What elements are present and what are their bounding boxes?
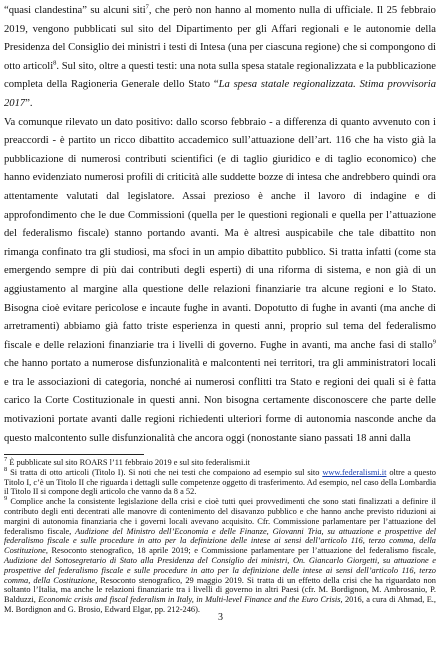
paragraph-2-text-a: Va comunque rilevato un dato positivo: dallo scorso febbraio - a differenza di quanto avvenuto con i preaccordi - è partito un ricco dibattito accademico sull’attuazione dell’art. 116 che ha visto già la pubblicazione di numerosi contributi scientifici (e di taglio giuridico e di taglio economico) che hanno evidenziato numerosi profili di criticità alle suddette bozze di intesa che andrebbero quindi ora attentamente valutati dal legislatore. Assai prezioso è anche il lavoro di indagine e di approfondimento che le due Commissioni (quella per le questioni regionali e quella per l’attuazione del federalismo fiscale) stanno portando avanti. Ma è altresì auspicabile che tale dibattito non rimanga confinato tra gli studiosi, ma sfoci in un ampio dibattito pubblico. Si tratta infatti (come sta emergendo sempre di più dai contributi degli esperti) di una riforma di sistema, e non già di un aggiustamento al margine alla questione delle relazioni finanziarie tra alcune regioni e lo Stato. Bisogna cioè evitare pericolose e incaute fughe in avanti. Dopotutto di fughe in avanti (ma anche di arretramenti) abbiamo già fatto triste esperienza in questi anni, proprio sul tema del federalismo fiscale e delle relazioni finanziarie tra i livelli di governo. Fughe in avanti, ma anche fasi di stallo (4, 116, 436, 351)
footnote-9-hearing-2: Audizione del Sottosegretario di Stato alla Presidenza del Consiglio dei ministri, On. Giancarlo Giorgetti, su attuazione e prospettive del federalismo fiscale e sulle procedure in atto per la definizione delle intese ai sensi dell’articolo 116, terzo comma, della Costituzione (4, 555, 436, 585)
federalismi-link[interactable]: www.federalismi.it (322, 467, 387, 477)
footnotes (4, 458, 436, 615)
paragraph-2-text-b: che hanno portato a numerose disfunzionalità e malcontenti nei territori, tra gli amministratori locali e tra le associazioni di categoria, nonché ai numerosi conflitti tra Stato e regioni dei quali si è fatta carico la Corte Costituzionale in questi anni. Non bisogna certamente disconoscere che parte delle motivazioni portate avanti dalle regioni richiedenti ulteriori forme di autonomia nasconde anche da questo malcontento sulle disfunzionalità che ancora oggi (nonostante siano passati 18 anni dalla (4, 358, 436, 444)
footnote-7-text: È pubblicate sul sito ROARS l’11 febbraio 2019 e sul sito federalismi.it (7, 458, 251, 467)
footnote-8-number: 8 (4, 466, 8, 473)
footnote-separator (4, 454, 144, 455)
paragraph-1 (4, 2, 436, 114)
footnote-7 (4, 458, 436, 468)
footnote-9-text-c: , Resoconto stenografico, 29 maggio 2019. Si tratta di un effetto della crisi che ha riguardato non soltanto l’Italia, ma anche le relazioni finanziarie tra i livelli di governo in altri Paesi (cfr. M. Bordignon, M. Ambrosanio, P. Balduzzi, (4, 575, 436, 605)
footnote-8 (4, 468, 436, 497)
footnote-7-number: 7 (4, 456, 8, 464)
footnote-ref-7[interactable]: 7 (145, 3, 149, 11)
footnote-9-number: 9 (4, 495, 8, 503)
paragraph-1-text-a: “quasi clandestina” su alcuni siti (4, 5, 146, 16)
paragraph-1-text-c: . Sul sito, oltre a questi testi: una nota sulla spesa statale regionalizzata e la pubblicazione completa della Ragioneria Generale dello Stato “ (4, 60, 436, 91)
footnote-ref-8[interactable]: 8 (53, 59, 57, 67)
footnote-ref-9[interactable]: 9 (432, 338, 436, 346)
report-title: La spesa statale regionalizzata. Stima provvisoria 2017 (4, 79, 437, 109)
paragraph-1-text-d: ”. (25, 97, 33, 109)
footnote-9-hearing-1: Audizione del Ministro dell’Economia e delle Finanze, Giovanni Tria, su attuazione e prospettive del federalismo fiscale e sulle procedure in atto per la definizione delle intese ai sensi dell’articolo 116, terzo comma, della Costituzione (4, 526, 436, 556)
footnote-8-text-a: Si tratta di otto articoli (Titolo I). Si noti che nei testi che compaiono ad esempio sul sito (7, 467, 323, 477)
paragraph-2 (4, 114, 436, 449)
footnote-9-text-a: Complice anche la consistente legislazione della crisi e cioè tutti quei provvedimenti che sono stati finalizzati a definire il contributo degli enti decentrati alle manovre di contenimento del disavanzo pubblico e che hanno anche previsto riduzioni ai margini di autonomia finanziaria che i governi locali avevano acquisito. Cfr. Commissione parlamentare per l’attuazione del federalismo fiscale, (4, 497, 436, 536)
footnote-9-text-d: , 2016, a cura di Ahmad, E., M. Bordignon and G. Brosio, Edward Elgar, pp. 212-246). (4, 595, 436, 614)
footnote-8-text-b: oltre a questo Titolo I, c’è un Titolo II che riguarda i dettagli sulle competenze oggetto di trasferimento. Ad esempio, nel caso della Lombardia il Titolo II si compone degli articolo che vanno da 8 a 52. (4, 467, 436, 497)
page-number: 3 (218, 612, 223, 623)
footnote-9-book-title: Economic crisis and fiscal federalism in Italy, in Multi-level Finance and the Euro Crisis (38, 595, 341, 605)
main-text (4, 2, 436, 448)
footnote-9-text-b: , Resoconto stenografico, 18 aprile 2019; e Commissione parlamentare per l’attuazione del federalismo fiscale, (45, 546, 436, 556)
paragraph-1-text-b: , che però non hanno al momento nulla di ufficiale. Il 25 febbraio 2019, vengono pubblicati sul sito del Dipartimento per gli Affari regionali e le autonomie della Presidenza del Consiglio dei ministri i testi di Intesa (una per ciascuna regione) che si compongono di otto articoli (4, 5, 436, 72)
footnote-9 (4, 497, 436, 615)
